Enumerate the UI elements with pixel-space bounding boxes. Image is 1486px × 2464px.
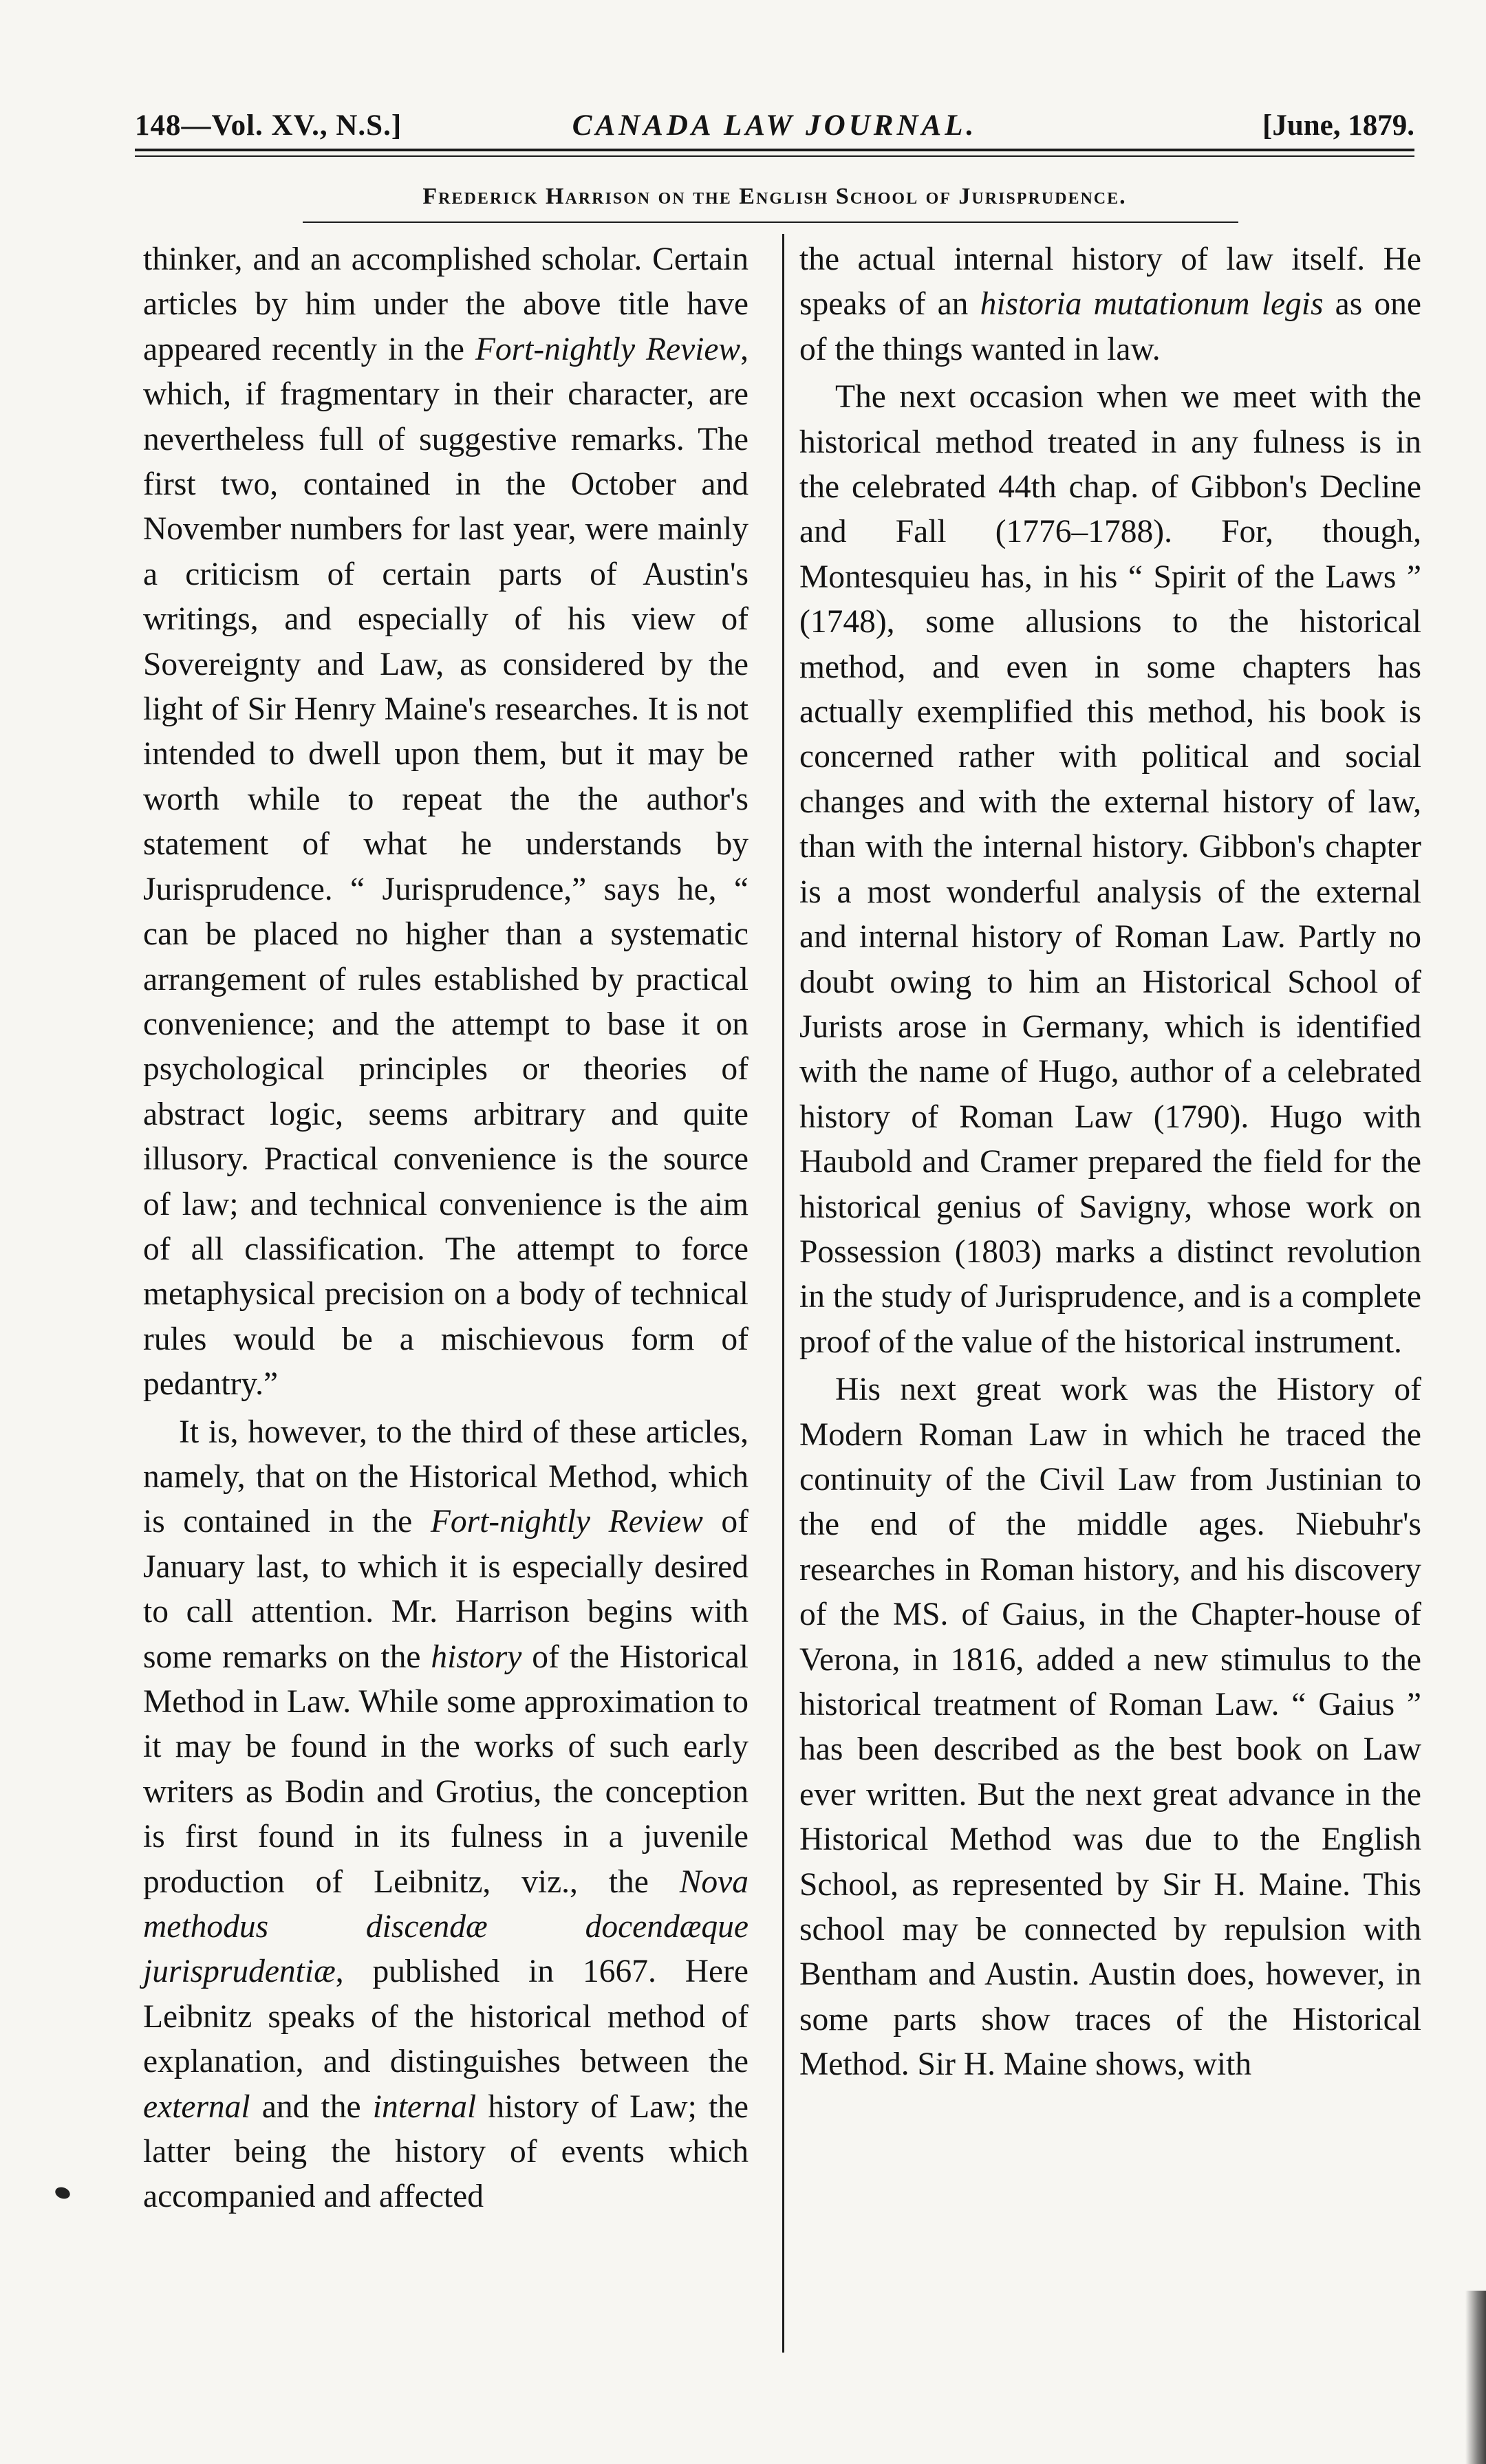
text-run: , published in 1667. Here Leibnitz speaks of the historical method of explanation, and distinguishes between the	[143, 1954, 749, 2080]
header-rule-thick	[135, 149, 1414, 151]
right-paragraph-2	[799, 375, 1421, 1365]
section-title: Frederick Harrison on the English School of Jurisprudence.	[422, 184, 1127, 209]
section-title-rule	[303, 221, 1238, 223]
italic-text: external	[143, 2088, 250, 2125]
text-run: of the Historical Method in Law. While some approximation to it may be found in the works of such early writers as Bodin and Grotius, the conception is first found in its fulness in a juvenile production of Leibnitz, viz., the	[143, 1639, 749, 1900]
left-paragraph-1	[143, 237, 749, 1407]
text-run: of January last, to which it is especially desired to call attention. Mr. Harrison begins with some remarks on the	[143, 1504, 749, 1675]
italic-text: Fort-nightly Review	[475, 331, 741, 367]
italic-text: internal	[372, 2088, 477, 2125]
running-head	[135, 102, 1414, 150]
text-run: His next great work was the History of Modern Roman Law in which he traced the continuity of the Civil Law from Justinian to the end of the middle ages. Niebuhr's researches in Roman history, and his discovery of the MS. of Gaius, in the Chapter-house of Verona, in 1816, added a new stimulus to the historical treatment of Roman Law. “ Gaius ” has been described as the best book on Law ever written. But the next great advance in the Historical Method was due to the English School, as represented by Sir H. Maine. This school may be connected by repulsion with Bentham and Austin. Austin does, however, in some parts show traces of the Historical Method. Sir H. Maine shows, with	[799, 1372, 1421, 2083]
page-edge-shadow	[1465, 2291, 1486, 2464]
text-run: It is, however, to the third of these articles, namely, that on the Historical Method, which is contained in the	[143, 1414, 749, 1540]
journal-title: CANADA LAW JOURNAL.	[572, 109, 978, 142]
ink-blot	[54, 2185, 72, 2201]
text-run: and the	[250, 2088, 373, 2125]
italic-text: historia mutationum legis	[980, 286, 1324, 323]
header-rule-thin	[135, 155, 1414, 157]
italic-text: history	[431, 1639, 522, 1675]
italic-text: Fort-nightly Review	[430, 1504, 703, 1540]
right-paragraph-1	[799, 237, 1421, 372]
text-run: as one of the things wanted in law.	[799, 286, 1421, 367]
text-run: thinker, and an accomplished scholar. Certain articles by him under the above title have appeared recently in the	[143, 241, 749, 367]
text-run: history of Law; the latter being the history of events which accompanied and affected	[143, 2088, 749, 2215]
italic-text: Nova methodus discendæ docendæque jurisprudentiæ	[143, 1863, 749, 1990]
left-column	[143, 237, 749, 2220]
text-run: the actual internal history of law itself. He speaks of an	[799, 241, 1421, 323]
text-run: , which, if fragmentary in their character, are nevertheless full of suggestive remarks. The first two, contained in the October and November numbers for last year, were mainly a criticism of certain parts of Austin's writings, and especially of his view of Sovereignty and Law, as considered by the light of Sir Henry Maine's researches. It is not intended to dwell upon them, but it may be worth while to repeat the the author's statement of what he understands by Jurisprudence. “ Jurisprudence,” says he, “ can be placed no higher than a systematic arrangement of rules established by practical convenience; and the attempt to base it on psychological principles or theories of abstract logic, seems arbitrary and quite illusory. Practical convenience is the source of law; and technical convenience is the aim of all classification. The attempt to force metaphysical precision on a body of technical rules would be a mischievous form of pedantry.”	[143, 331, 749, 1403]
issue-date: [June, 1879.	[1262, 109, 1414, 142]
left-paragraph-2	[143, 1410, 749, 2220]
text-run: The next occasion when we meet with the historical method treated in any fulness is in the celebrated 44th chap. of Gibbon's Decline and Fall (1776–1788). For, though, Montesquieu has, in his “ Spirit of the Laws ” (1748), some allusions to the historical method, and even in some chapters has actually exemplified this method, his book is concerned rather with political and social changes and with the external history of law, than with the internal history. Gibbon's chapter is a most wonderful analysis of the external and internal history of Roman Law. Partly no doubt owing to him an Historical School of Jurists arose in Germany, which is identified with the name of Hugo, author of a celebrated history of Roman Law (1790). Hugo with Haubold and Cramer prepared the field for the historical genius of Savigny, whose work on Possession (1803) marks a distinct revolution in the study of Jurisprudence, and is a complete proof of the value of the historical instrument.	[799, 379, 1421, 1360]
right-column	[799, 237, 1421, 2088]
right-paragraph-3	[799, 1368, 1421, 2088]
column-divider	[782, 234, 784, 2353]
page-number-volume: 148—Vol. XV., N.S.]	[135, 109, 402, 142]
